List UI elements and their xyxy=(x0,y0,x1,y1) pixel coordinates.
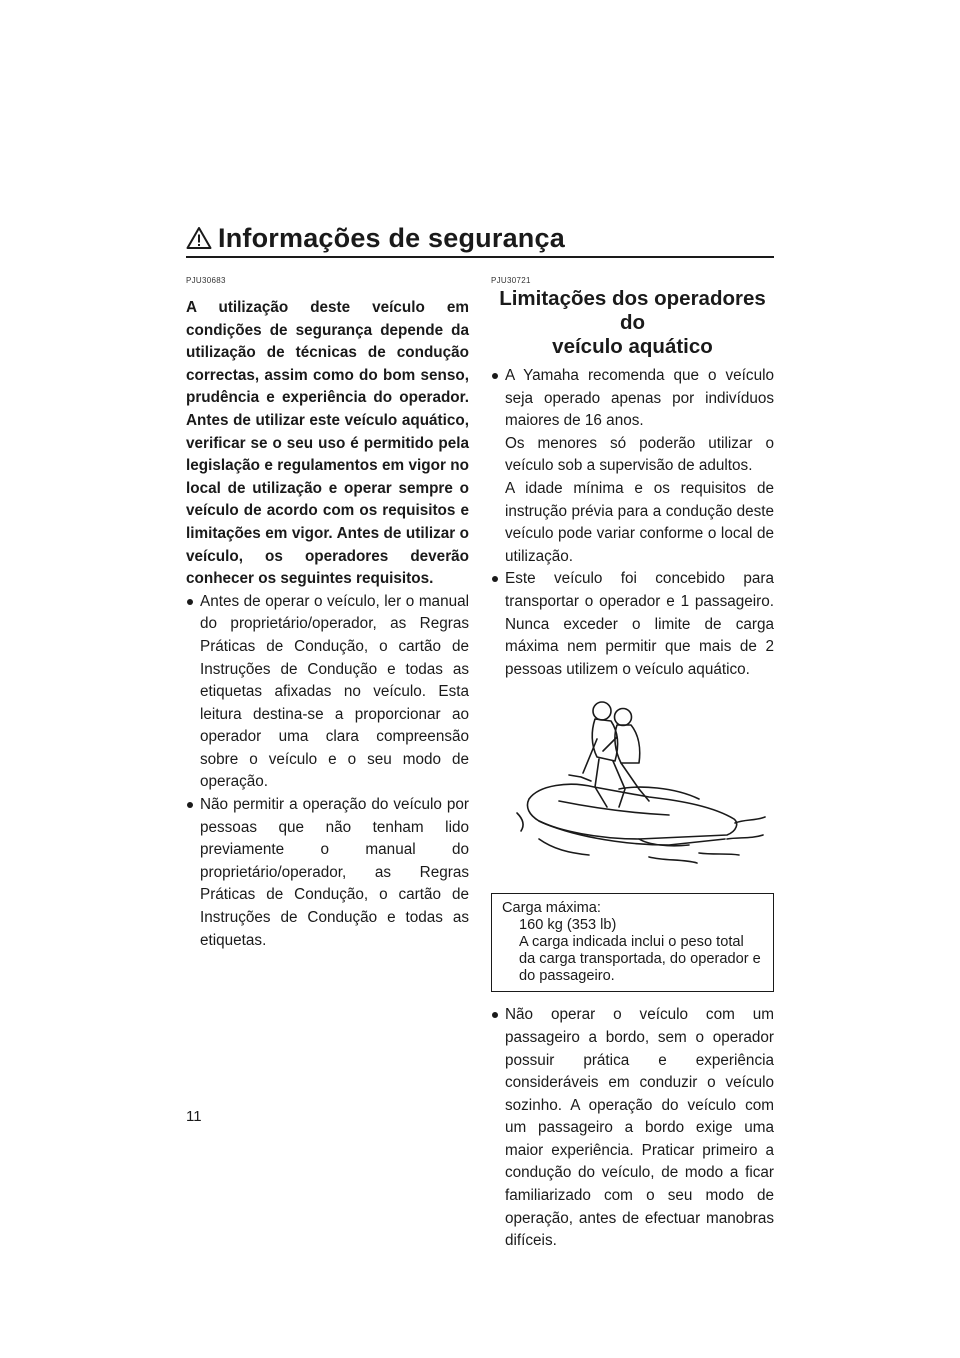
requirements-list xyxy=(186,591,469,953)
list-item: Este veículo foi concebido para transportar o operador e 1 passageiro. Nunca exceder o limite de carga máxima nem permitir que mais de 2 pessoas utilizem o veículo aquático. xyxy=(491,568,774,681)
page-title: Informações de segurança xyxy=(218,223,565,253)
list-item: Não permitir a operação do veículo por pessoas que não tenham lido previamente o manual do proprietário/operador, as Regras Práticas de Condução, o cartão de Instruções de Condução e todas as etiquetas. xyxy=(186,794,469,952)
list-item: Não operar o veículo com um passageiro a bordo, sem o operador possuir prática e experiência consideráveis em conduzir o veículo sozinho. A operação do veículo com um passageiro a bordo exige uma maior experiência. Praticar primeiro a condução do veículo, de modo a ficar familiarizado com o seu modo de operação, antes de efectuar manobras difíceis. xyxy=(491,1004,774,1253)
list-paragraph: A Yamaha recomenda que o veículo seja operado apenas por indivíduos maiores de 16 anos. xyxy=(505,367,774,430)
limitations-list-continued xyxy=(491,1004,774,1253)
section-title xyxy=(491,287,774,359)
max-load-box xyxy=(491,893,774,992)
left-column xyxy=(186,276,469,952)
page-header xyxy=(186,222,774,258)
section-title-line: veículo aquático xyxy=(552,335,713,358)
list-paragraph: Os menores só poderão utilizar o veículo sob a supervisão de adultos. xyxy=(505,434,774,475)
warning-triangle-icon xyxy=(186,226,212,250)
right-column xyxy=(491,276,774,1253)
intro-paragraph: A utilização deste veículo em condições de segurança depende da utilização de técnicas de condução correctas, assim como do bom senso, prudência e experiência do operador. Antes de utilizar este veículo aquático, verificar se o seu uso é permitido pela legislação e regulamentos em vigor no local de utilização e operar sempre o veículo de acordo com os requisitos e limitações em vigor. Antes de utilizar o veículo, os operadores deverão conhecer os seguintes requisitos. xyxy=(186,299,469,588)
page-number: 11 xyxy=(186,1108,202,1125)
max-load-label: Carga máxima: xyxy=(502,900,601,917)
limitations-list xyxy=(491,365,774,681)
max-load-value: 160 kg (353 lb) xyxy=(519,917,617,934)
list-item xyxy=(491,365,774,568)
section-code: PJU30683 xyxy=(186,276,226,285)
list-paragraph: A idade mínima e os requisitos de instrução prévia para a condução deste veículo pode variar conforme o local de utilização. xyxy=(505,479,774,565)
watercraft-riders-illustration xyxy=(499,689,769,889)
section-title-line: Limitações dos operadores do xyxy=(499,287,766,334)
max-load-note: A carga indicada inclui o peso total da carga transportada, do operador e do passageiro. xyxy=(519,934,761,985)
list-item: Antes de operar o veículo, ler o manual do proprietário/operador, as Regras Práticas de Condução, o cartão de Instruções de Condução e todas as etiquetas afixadas no veículo. Esta leitura destina-se a proporcionar ao operador uma clara compreensão sobre o veículo e o seu modo de operação. xyxy=(186,591,469,794)
section-code: PJU30721 xyxy=(491,276,531,285)
